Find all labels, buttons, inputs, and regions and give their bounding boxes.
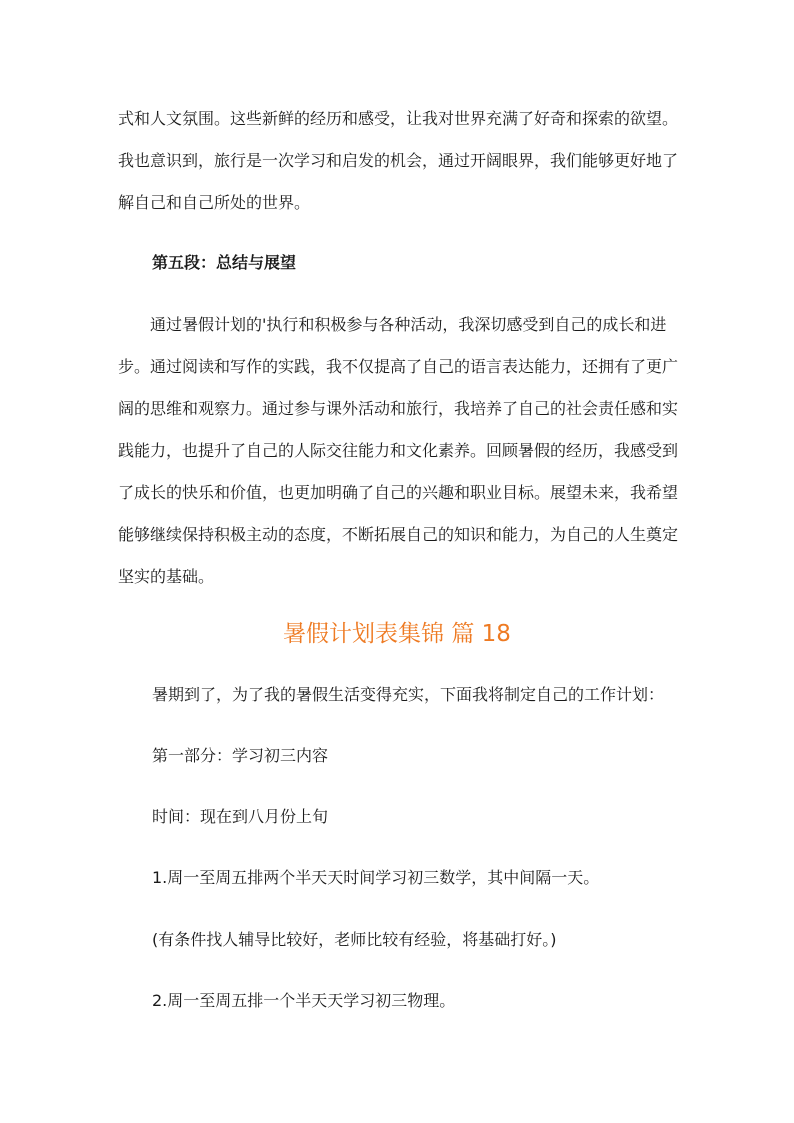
paragraph-line: 了成长的快乐和价值，也更加明确了自己的兴趣和职业目标。展望未来，我希望 bbox=[118, 483, 679, 502]
intro-paragraph bbox=[118, 98, 678, 224]
paragraph-line: 通过暑假计划的'执行和积极参与各种活动，我深切感受到自己的成长和进 bbox=[118, 315, 667, 334]
paragraph-line: 阔的思维和观察力。通过参与课外活动和旅行，我培养了自己的社会责任感和实 bbox=[118, 399, 679, 418]
paragraph-line: 步。通过阅读和写作的实践，我不仅提高了自己的语言表达能力，还拥有了更广 bbox=[118, 357, 679, 376]
plan-item: 1.周一至周五排两个半天天时间学习初三数学，其中间隔一天。 bbox=[152, 868, 600, 887]
summary-paragraph bbox=[118, 304, 678, 598]
paragraph-line: 我也意识到，旅行是一次学习和启发的机会，通过开阔眼界，我们能够更好地了 bbox=[118, 151, 679, 170]
paragraph-line: 解自己和自己所处的世界。 bbox=[118, 193, 311, 212]
article-title: 暑假计划表集锦 篇 18 bbox=[283, 621, 511, 647]
paragraph-line: 式和人文氛围。这些新鲜的经历和感受，让我对世界充满了好奇和探索的欲望。 bbox=[118, 109, 679, 128]
time-line: 时间：现在到八月份上旬 bbox=[152, 807, 329, 826]
paragraph-line: 践能力，也提升了自己的人际交往能力和文化素养。回顾暑假的经历，我感受到 bbox=[118, 441, 679, 460]
paragraph-line: 能够继续保持积极主动的态度，不断拓展自己的知识和能力，为自己的人生奠定 bbox=[118, 525, 679, 544]
plan-note: (有条件找人辅导比较好，老师比较有经验，将基础打好。) bbox=[152, 930, 557, 949]
section-heading: 第五段：总结与展望 bbox=[152, 253, 297, 272]
plan-item: 2.周一至周五排一个半天天学习初三物理。 bbox=[152, 991, 456, 1010]
article-intro: 暑期到了，为了我的暑假生活变得充实，下面我将制定自己的工作计划： bbox=[152, 685, 665, 704]
part-heading: 第一部分：学习初三内容 bbox=[152, 746, 329, 765]
paragraph-line: 坚实的基础。 bbox=[118, 567, 215, 586]
